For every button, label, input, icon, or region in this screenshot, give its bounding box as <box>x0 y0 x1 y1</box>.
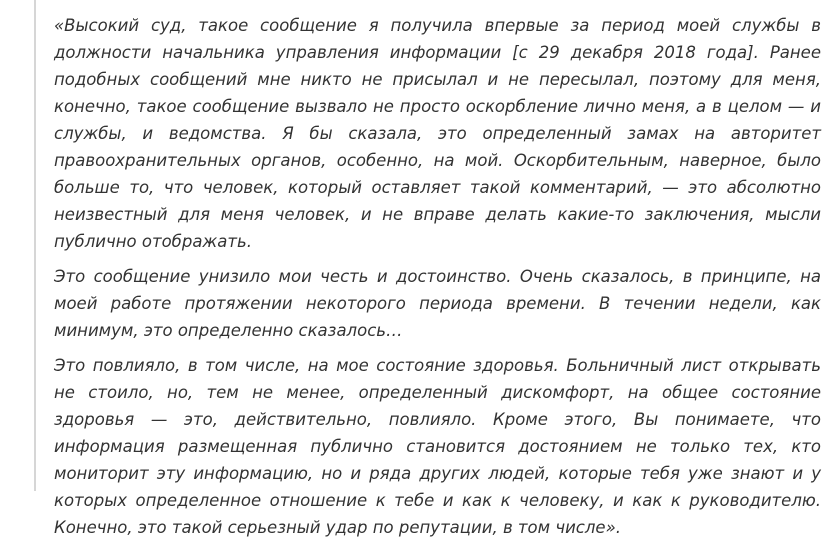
blockquote <box>34 0 832 537</box>
quote-paragraph-3: Это повлияло, в том числе, на мое состояние здоровья. Больничный лист открывать не стоило, но, тем не менее, определенный дискомфорт, на общее состояние здоровья — это, действительно, повлияло. Кроме этого, Вы понимаете, что информация размещенная публично становится достоянием не только тех, кто мониторит эту информацию, но и ряда других людей, которые тебя уже знают и у которых определенное отношение к тебе и как к человеку, и как к руководителю. Конечно, это такой серьезный удар по репутации, в том числе». <box>54 356 821 537</box>
quote-text <box>54 12 821 541</box>
quote-paragraph-1: «Высокий суд, такое сообщение я получила впервые за период моей службы в должности начальника управления информации [с 29 декабря 2018 года]. Ранее подобных сообщений мне никто не присылал и не пересылал, поэтому для меня, конечно, такое сообщение вызвало не просто оскорбление лично меня, а в целом — и службы, и ведомства. Я бы сказала, это определенный замах на авторитет правоохранительных органов, особенно, на мой. Оскорбительным, наверное, было больше то, что человек, который оставляет такой комментарий, — это абсолютно неизвестный для меня человек, и не вправе делать какие-то заключения, мысли публично отображать. <box>54 16 821 251</box>
quote-paragraph-2: Это сообщение унизило мои честь и достоинство. Очень сказалось, в принципе, на моей работе протяжении некоторого периода времени. В течении недели, как минимум, это определенно сказалось… <box>54 267 821 340</box>
